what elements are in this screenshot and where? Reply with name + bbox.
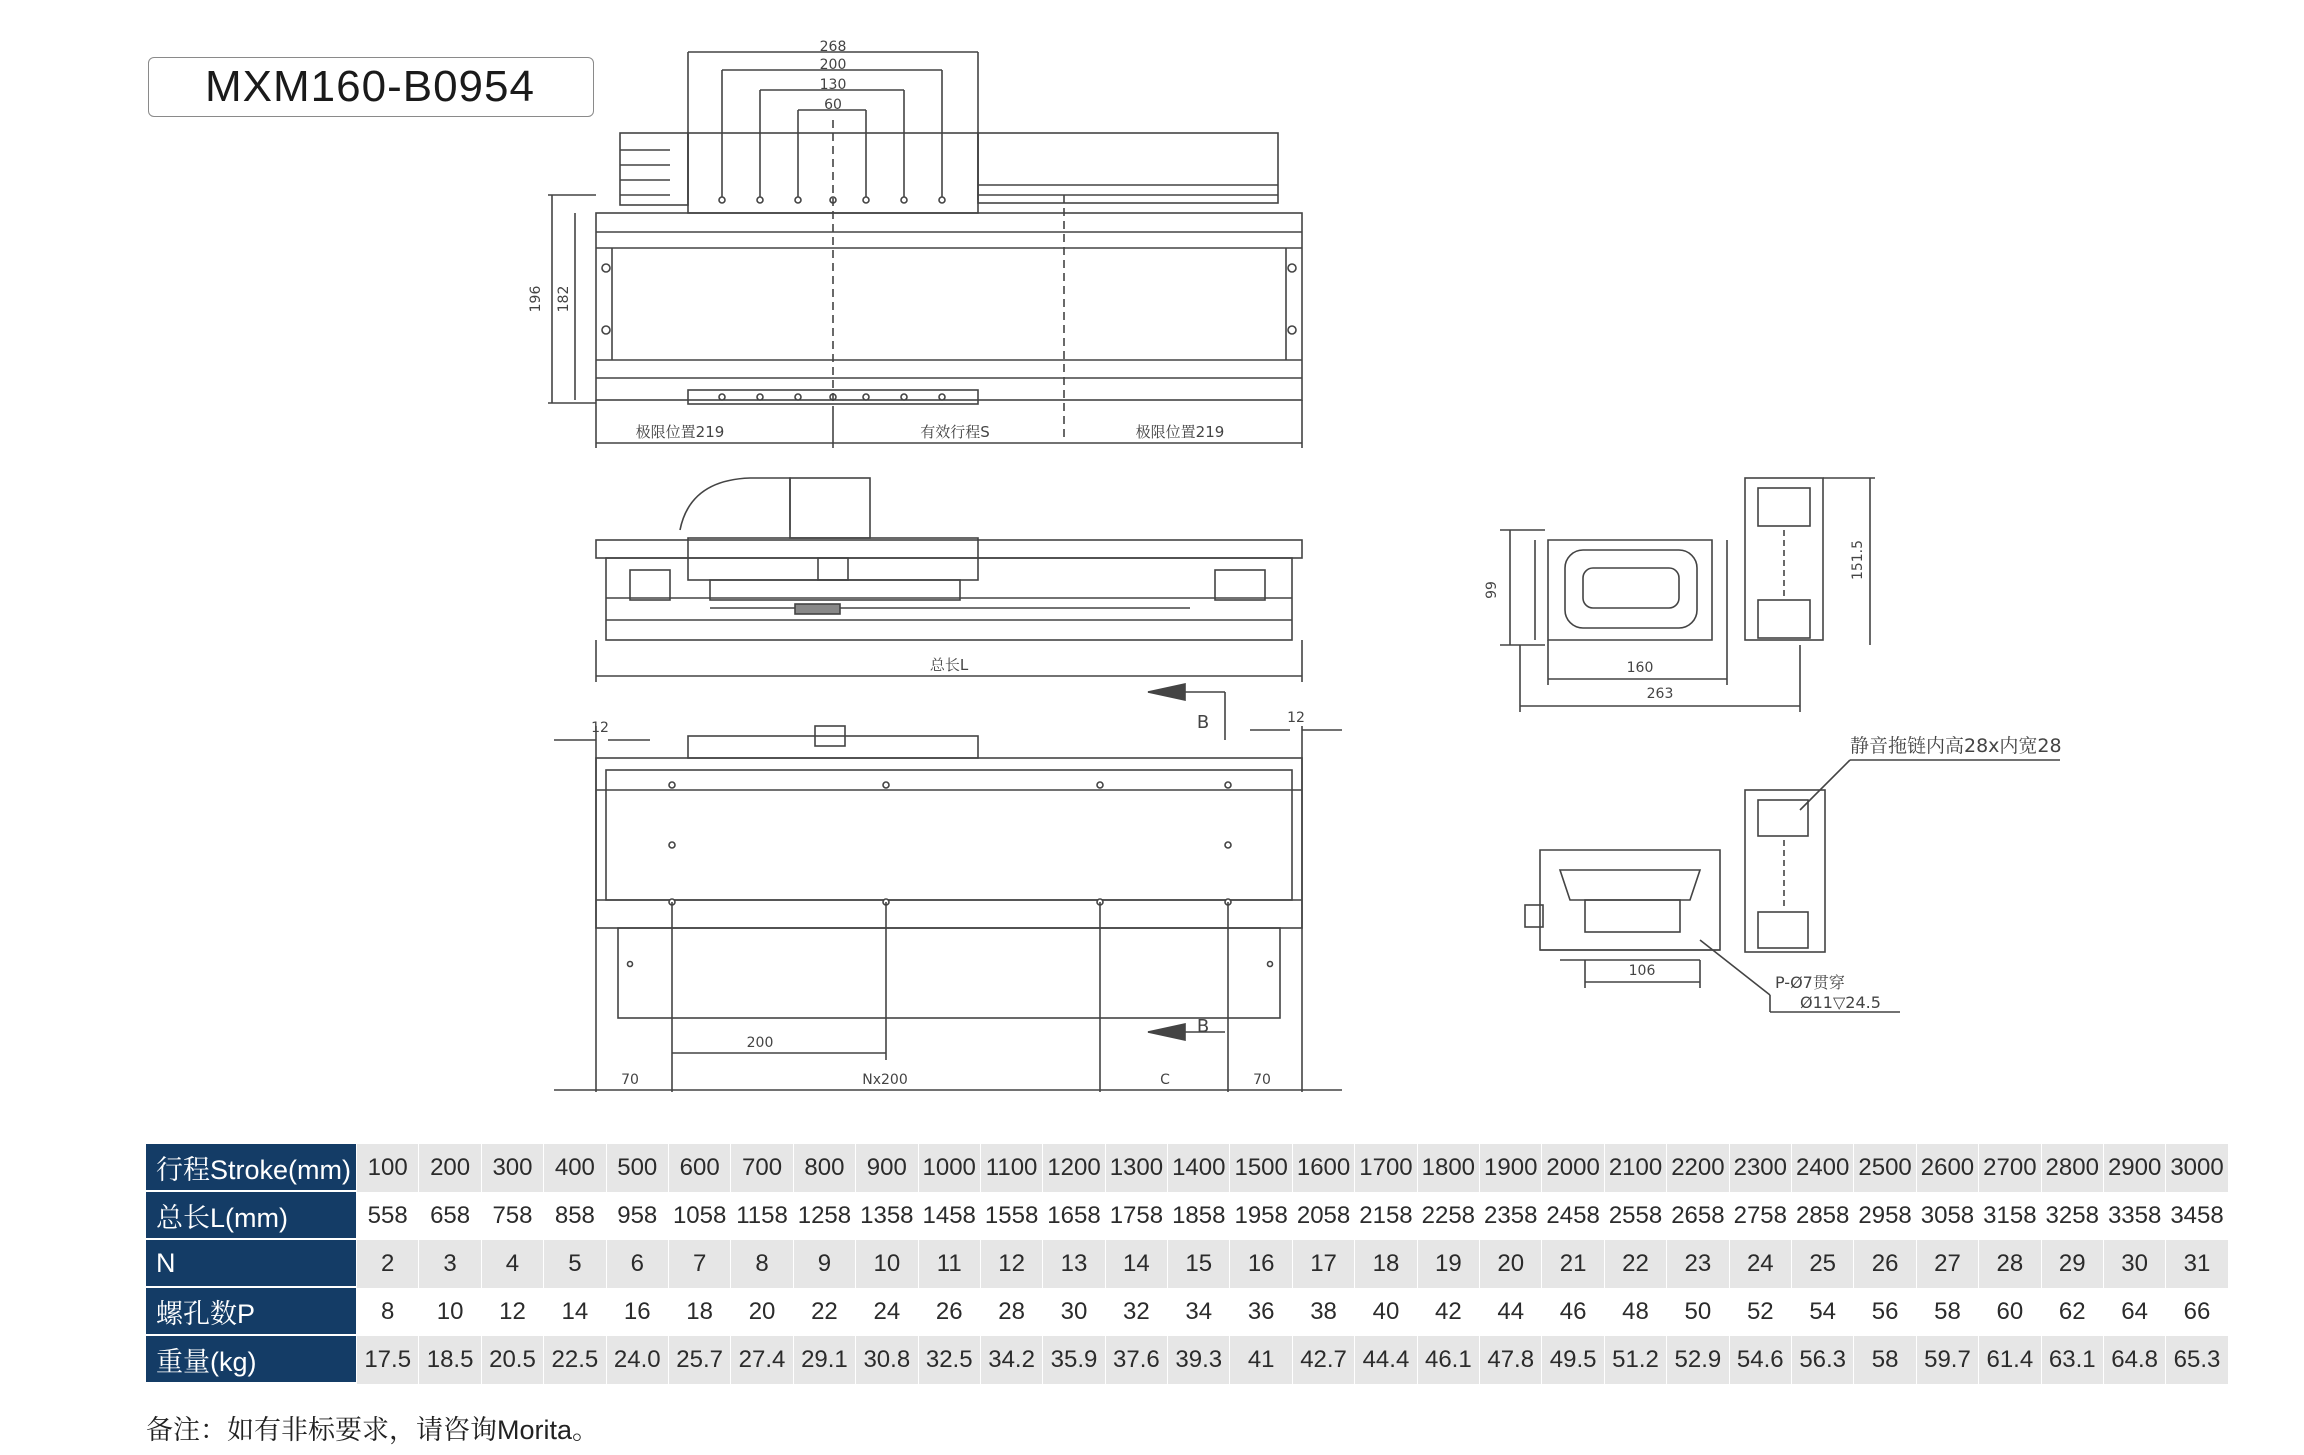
table-cell: 3458 — [2166, 1192, 2228, 1240]
label-drag-chain: 静音拖链内高28x内宽28 — [1850, 735, 2062, 757]
table-cell: 2358 — [1480, 1192, 1542, 1240]
table-cell: 26 — [919, 1288, 981, 1336]
table-cell: 958 — [607, 1192, 669, 1240]
table-cell: 3058 — [1917, 1192, 1979, 1240]
table-cell: 40 — [1355, 1288, 1417, 1336]
table-cell: 64 — [2104, 1288, 2166, 1336]
dim-c: C — [1160, 1072, 1170, 1088]
table-cell: 1958 — [1230, 1192, 1292, 1240]
dim-99: 99 — [1484, 581, 1500, 599]
table-cell: 32.5 — [919, 1336, 981, 1384]
table-row — [146, 1288, 2229, 1336]
table-cell: 100 — [357, 1144, 419, 1192]
table-cell: 62 — [2042, 1288, 2104, 1336]
dim-200: 200 — [819, 57, 847, 73]
table-cell: 49.5 — [1542, 1336, 1604, 1384]
table-cell: 25 — [1792, 1240, 1854, 1288]
end-view — [1484, 478, 1875, 712]
table-cell: 54 — [1792, 1288, 1854, 1336]
table-cell: 1058 — [669, 1192, 731, 1240]
table-cell: 2958 — [1854, 1192, 1916, 1240]
table-cell: 34.2 — [981, 1336, 1043, 1384]
table-cell: 22 — [794, 1288, 856, 1336]
table-cell: 18 — [669, 1288, 731, 1336]
table-cell: 56.3 — [1792, 1336, 1854, 1384]
table-cell: 1558 — [981, 1192, 1043, 1240]
table-cell: 500 — [607, 1144, 669, 1192]
row-header: 总长L(mm) — [146, 1192, 357, 1240]
table-cell: 1900 — [1480, 1144, 1542, 1192]
side-view — [596, 478, 1302, 682]
table-cell: 2100 — [1605, 1144, 1667, 1192]
table-cell: 22.5 — [544, 1336, 606, 1384]
table-cell: 2 — [357, 1240, 419, 1288]
table-cell: 21 — [1542, 1240, 1604, 1288]
table-cell: 858 — [544, 1192, 606, 1240]
dim-263: 263 — [1646, 686, 1674, 702]
table-cell: 64.8 — [2104, 1336, 2166, 1384]
table-cell: 3000 — [2166, 1144, 2228, 1192]
table-cell: 1358 — [856, 1192, 918, 1240]
table-cell: 28 — [981, 1288, 1043, 1336]
table-cell: 1300 — [1106, 1144, 1168, 1192]
row-header: N — [146, 1240, 357, 1288]
table-cell: 24 — [1730, 1240, 1792, 1288]
table-row — [146, 1240, 2229, 1288]
table-cell: 12 — [981, 1240, 1043, 1288]
section-view — [1525, 735, 2062, 1012]
table-row — [146, 1192, 2229, 1240]
table-cell: 56 — [1854, 1288, 1916, 1336]
dim-196: 196 — [528, 285, 544, 313]
table-cell: 2400 — [1792, 1144, 1854, 1192]
table-cell: 65.3 — [2166, 1336, 2228, 1384]
label-effective-stroke: 有效行程S — [920, 423, 990, 441]
table-cell: 400 — [544, 1144, 606, 1192]
dim-60: 60 — [824, 97, 842, 113]
table-cell: 200 — [419, 1144, 481, 1192]
table-cell: 1500 — [1230, 1144, 1292, 1192]
table-cell: 22 — [1605, 1240, 1667, 1288]
table-cell: 44 — [1480, 1288, 1542, 1336]
table-cell: 39.3 — [1168, 1336, 1230, 1384]
table-cell: 31 — [2166, 1240, 2228, 1288]
table-cell: 700 — [731, 1144, 793, 1192]
table-cell: 20.5 — [482, 1336, 544, 1384]
table-cell: 58 — [1917, 1288, 1979, 1336]
table-cell: 54.6 — [1730, 1336, 1792, 1384]
table-cell: 60 — [1979, 1288, 2041, 1336]
table-cell: 1700 — [1355, 1144, 1417, 1192]
table-cell: 52.9 — [1667, 1336, 1729, 1384]
table-cell: 2558 — [1605, 1192, 1667, 1240]
table-cell: 66 — [2166, 1288, 2228, 1336]
table-cell: 17.5 — [357, 1336, 419, 1384]
table-cell: 2658 — [1667, 1192, 1729, 1240]
row-header: 重量(kg) — [146, 1336, 357, 1384]
dim-70-right: 70 — [1253, 1072, 1271, 1088]
table-cell: 27.4 — [731, 1336, 793, 1384]
table-cell: 34 — [1168, 1288, 1230, 1336]
dim-130: 130 — [819, 77, 847, 93]
table-cell: 300 — [482, 1144, 544, 1192]
table-cell: 48 — [1605, 1288, 1667, 1336]
table-cell: 16 — [607, 1288, 669, 1336]
table-cell: 2300 — [1730, 1144, 1792, 1192]
table-cell: 2200 — [1667, 1144, 1729, 1192]
table-cell: 2900 — [2104, 1144, 2166, 1192]
table-cell: 1000 — [919, 1144, 981, 1192]
table-cell: 15 — [1168, 1240, 1230, 1288]
table-cell: 1658 — [1043, 1192, 1105, 1240]
dim-160: 160 — [1626, 660, 1654, 676]
table-cell: 16 — [1230, 1240, 1292, 1288]
table-cell: 20 — [731, 1288, 793, 1336]
table-cell: 2458 — [1542, 1192, 1604, 1240]
table-cell: 27 — [1917, 1240, 1979, 1288]
table-cell: 12 — [482, 1288, 544, 1336]
table-cell: 30.8 — [856, 1336, 918, 1384]
table-cell: 23 — [1667, 1240, 1729, 1288]
table-cell: 18.5 — [419, 1336, 481, 1384]
table-cell: 4 — [482, 1240, 544, 1288]
table-cell: 10 — [856, 1240, 918, 1288]
table-cell: 35.9 — [1043, 1336, 1105, 1384]
table-cell: 58 — [1854, 1336, 1916, 1384]
table-cell: 8 — [357, 1288, 419, 1336]
table-cell: 1758 — [1106, 1192, 1168, 1240]
row-header: 螺孔数P — [146, 1288, 357, 1336]
spec-table — [146, 1144, 2229, 1384]
table-cell: 3258 — [2042, 1192, 2104, 1240]
table-cell: 51.2 — [1605, 1336, 1667, 1384]
table-cell: 900 — [856, 1144, 918, 1192]
dim-70-left: 70 — [621, 1072, 639, 1088]
table-cell: 24 — [856, 1288, 918, 1336]
table-cell: 758 — [482, 1192, 544, 1240]
table-cell: 2700 — [1979, 1144, 2041, 1192]
table-cell: 50 — [1667, 1288, 1729, 1336]
bottom-view — [554, 684, 1342, 1092]
table-cell: 19 — [1418, 1240, 1480, 1288]
table-row — [146, 1336, 2229, 1384]
table-cell: 25.7 — [669, 1336, 731, 1384]
table-cell: 26 — [1854, 1240, 1916, 1288]
table-cell: 17 — [1293, 1240, 1355, 1288]
table-cell: 11 — [919, 1240, 981, 1288]
table-cell: 63.1 — [2042, 1336, 2104, 1384]
dim-nx200: Nx200 — [862, 1072, 908, 1088]
table-cell: 59.7 — [1917, 1336, 1979, 1384]
label-limit-right: 极限位置219 — [1135, 423, 1225, 441]
table-cell: 9 — [794, 1240, 856, 1288]
table-cell: 2058 — [1293, 1192, 1355, 1240]
table-cell: 46 — [1542, 1288, 1604, 1336]
table-cell: 1200 — [1043, 1144, 1105, 1192]
table-cell: 7 — [669, 1240, 731, 1288]
table-cell: 32 — [1106, 1288, 1168, 1336]
table-cell: 29 — [2042, 1240, 2104, 1288]
table-cell: 1458 — [919, 1192, 981, 1240]
table-cell: 6 — [607, 1240, 669, 1288]
table-cell: 37.6 — [1106, 1336, 1168, 1384]
table-cell: 18 — [1355, 1240, 1417, 1288]
table-cell: 30 — [1043, 1288, 1105, 1336]
table-cell: 1158 — [731, 1192, 793, 1240]
label-through-hole: P-Ø7贯穿 — [1775, 973, 1845, 992]
label-counterbore: Ø11▽24.5 — [1800, 993, 1881, 1012]
table-cell: 1800 — [1418, 1144, 1480, 1192]
table-cell: 1100 — [981, 1144, 1043, 1192]
table-cell: 61.4 — [1979, 1336, 2041, 1384]
table-cell: 1258 — [794, 1192, 856, 1240]
table-cell: 2258 — [1418, 1192, 1480, 1240]
label-total-length: 总长L — [929, 656, 969, 674]
row-header: 行程Stroke(mm) — [146, 1144, 357, 1192]
table-cell: 14 — [544, 1288, 606, 1336]
table-cell: 24.0 — [607, 1336, 669, 1384]
dim-106: 106 — [1628, 963, 1656, 979]
table-cell: 2500 — [1854, 1144, 1916, 1192]
table-row — [146, 1144, 2229, 1192]
table-cell: 44.4 — [1355, 1336, 1417, 1384]
table-cell: 8 — [731, 1240, 793, 1288]
table-cell: 658 — [419, 1192, 481, 1240]
section-mark-b-bottom: B — [1196, 1016, 1210, 1037]
table-cell: 600 — [669, 1144, 731, 1192]
dim-200-pitch: 200 — [746, 1035, 774, 1051]
table-cell: 800 — [794, 1144, 856, 1192]
table-cell: 28 — [1979, 1240, 2041, 1288]
table-cell: 14 — [1106, 1240, 1168, 1288]
table-cell: 29.1 — [794, 1336, 856, 1384]
table-cell: 2758 — [1730, 1192, 1792, 1240]
top-view — [528, 39, 1302, 448]
table-cell: 558 — [357, 1192, 419, 1240]
table-cell: 2858 — [1792, 1192, 1854, 1240]
table-cell: 46.1 — [1418, 1336, 1480, 1384]
table-cell: 52 — [1730, 1288, 1792, 1336]
table-cell: 2000 — [1542, 1144, 1604, 1192]
table-cell: 2600 — [1917, 1144, 1979, 1192]
table-cell: 1600 — [1293, 1144, 1355, 1192]
dim-12-left: 12 — [591, 720, 609, 736]
table-cell: 2158 — [1355, 1192, 1417, 1240]
table-cell: 30 — [2104, 1240, 2166, 1288]
table-cell: 3 — [419, 1240, 481, 1288]
label-limit-left: 极限位置219 — [635, 423, 725, 441]
table-cell: 13 — [1043, 1240, 1105, 1288]
table-cell: 3158 — [1979, 1192, 2041, 1240]
table-cell: 5 — [544, 1240, 606, 1288]
table-cell: 2800 — [2042, 1144, 2104, 1192]
table-cell: 47.8 — [1480, 1336, 1542, 1384]
table-cell: 1400 — [1168, 1144, 1230, 1192]
model-title: MXM160-B0954 — [148, 57, 594, 117]
table-cell: 20 — [1480, 1240, 1542, 1288]
table-cell: 1858 — [1168, 1192, 1230, 1240]
table-cell: 42.7 — [1293, 1336, 1355, 1384]
table-cell: 42 — [1418, 1288, 1480, 1336]
dim-182: 182 — [556, 285, 572, 313]
table-cell: 3358 — [2104, 1192, 2166, 1240]
dim-151-5: 151.5 — [1850, 539, 1866, 581]
table-cell: 36 — [1230, 1288, 1292, 1336]
section-mark-b-top: B — [1196, 712, 1210, 733]
table-cell: 38 — [1293, 1288, 1355, 1336]
note-text: 备注：如有非标要求，请咨询Morita。 — [146, 1415, 600, 1445]
table-cell: 41 — [1230, 1336, 1292, 1384]
dim-12-right: 12 — [1287, 710, 1305, 726]
dim-268: 268 — [819, 39, 847, 55]
table-cell: 10 — [419, 1288, 481, 1336]
